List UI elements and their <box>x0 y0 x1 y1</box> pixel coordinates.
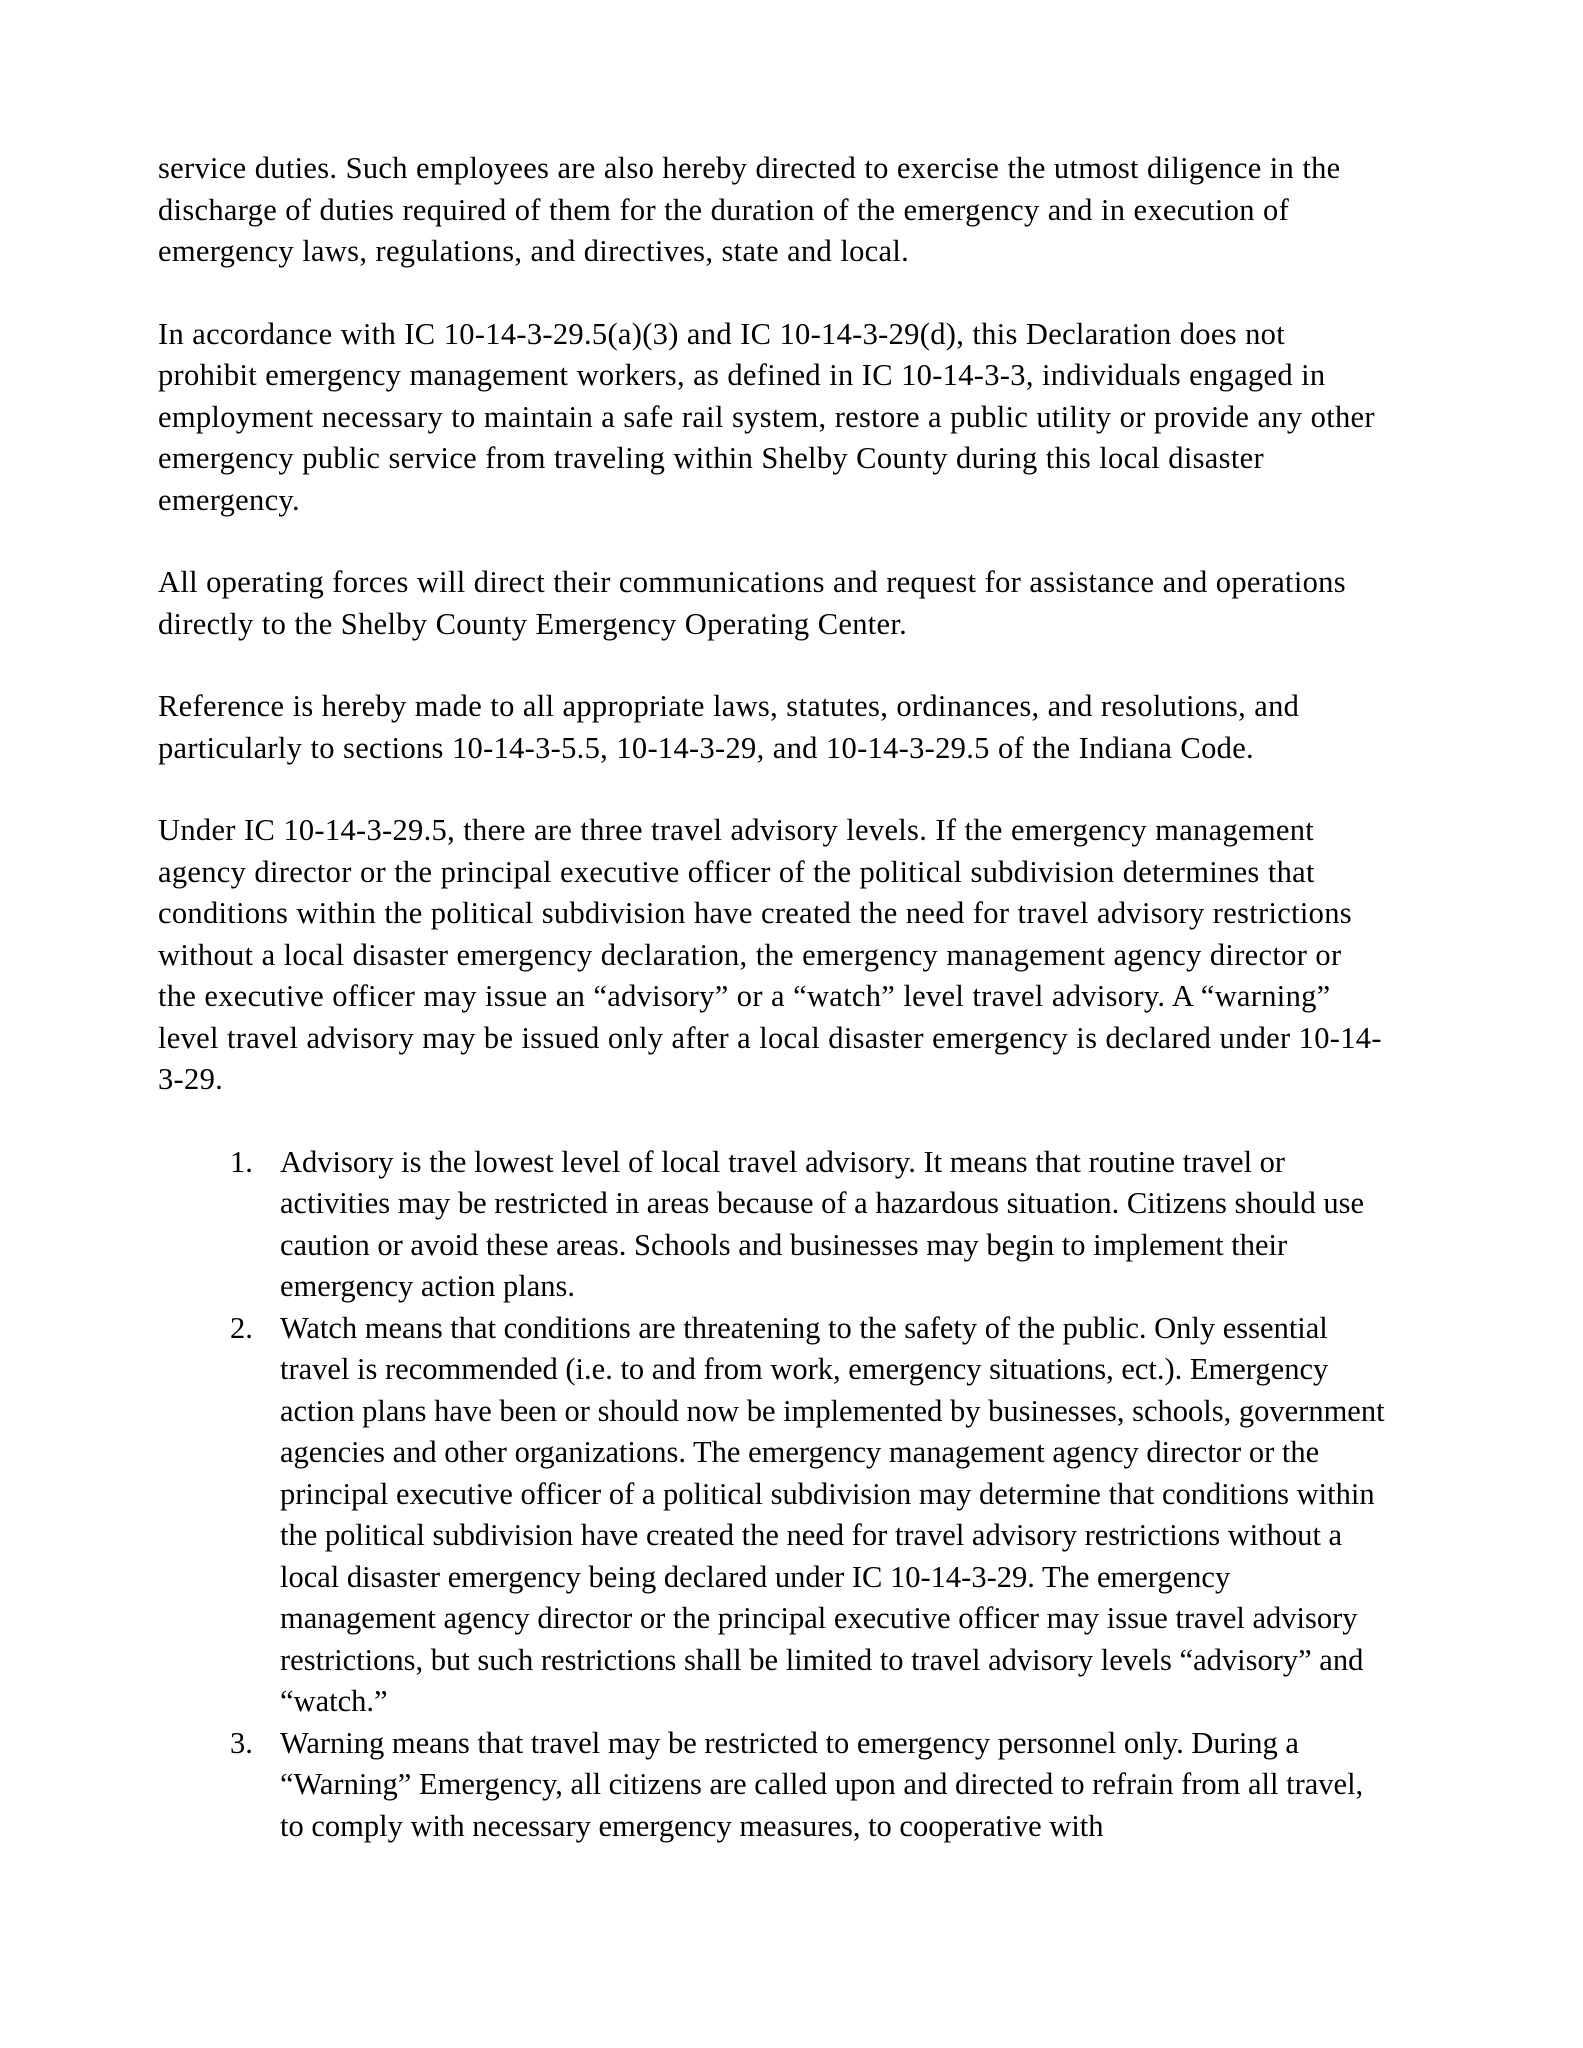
list-item-text-advisory: Advisory is the lowest level of local travel advisory. It means that routine travel or activities may be restricted in areas because of a hazardous situation. Citizens should use caution or avoid these areas. Schools and businesses may begin to implement their emergency action plans. <box>280 1144 1365 1303</box>
list-item <box>158 1723 1386 1848</box>
paragraph-operating-forces: All operating forces will direct their communications and request for assistance and operations directly to the Shelby County Emergency Operating Center. <box>158 565 1346 641</box>
document-body <box>158 148 1386 1847</box>
advisory-levels-list <box>158 1142 1386 1848</box>
list-item-text-watch: Watch means that conditions are threatening to the safety of the public. Only essential travel is recommended (i.e. to and from work, emergency situations, ect.). Emergency action plans have been or should now be implemented by businesses, schools, government agencies and other organizations. The emergency management agency director or the principal executive officer of a political subdivision may determine that conditions within the political subdivision have created the need for travel advisory restrictions without a local disaster emergency being declared under IC 10-14-3-29. The emergency management agency director or the principal executive officer may issue travel advisory restrictions, but such restrictions shall be limited to travel advisory levels “advisory” and “watch.” <box>280 1310 1385 1718</box>
list-item-marker: 2. <box>230 1310 253 1345</box>
paragraph-travel-advisory-levels: Under IC 10-14-3-29.5, there are three travel advisory levels. If the emergency management agency director or the principal executive officer of the political subdivision determines that conditions within the political subdivision have created the need for travel advisory restrictions without a local disaster emergency declaration, the emergency management agency director or the executive officer may issue an “advisory” or a “watch” level travel advisory. A “warning” level travel advisory may be issued only after a local disaster emergency is declared under 10-14-3-29. <box>158 813 1382 1096</box>
list-item <box>158 1308 1386 1723</box>
list-item-marker: 1. <box>230 1144 253 1179</box>
list-item-marker: 3. <box>230 1725 253 1760</box>
paragraph-in-accordance: In accordance with IC 10-14-3-29.5(a)(3) and IC 10-14-3-29(d), this Declaration does not prohibit emergency management workers, as defined in IC 10-14-3-3, individuals engaged in employment necessary to maintain a safe rail system, restore a public utility or provide any other emergency public service from traveling within Shelby County during this local disaster emergency. <box>158 316 1375 517</box>
paragraph-service-duties: service duties. Such employees are also hereby directed to exercise the utmost diligence in the discharge of duties required of them for the duration of the emergency and in execution of emergency laws, regulations, and directives, state and local. <box>158 151 1341 268</box>
paragraph-reference-laws: Reference is hereby made to all appropriate laws, statutes, ordinances, and resolutions, and particularly to sections 10-14-3-5.5, 10-14-3-29, and 10-14-3-29.5 of the Indiana Code. <box>158 689 1300 765</box>
list-item <box>158 1142 1386 1308</box>
list-item-text-warning: Warning means that travel may be restricted to emergency personnel only. During a “Warning” Emergency, all citizens are called upon and directed to refrain from all travel, to comply with necessary emergency measures, to cooperative with <box>280 1725 1364 1843</box>
